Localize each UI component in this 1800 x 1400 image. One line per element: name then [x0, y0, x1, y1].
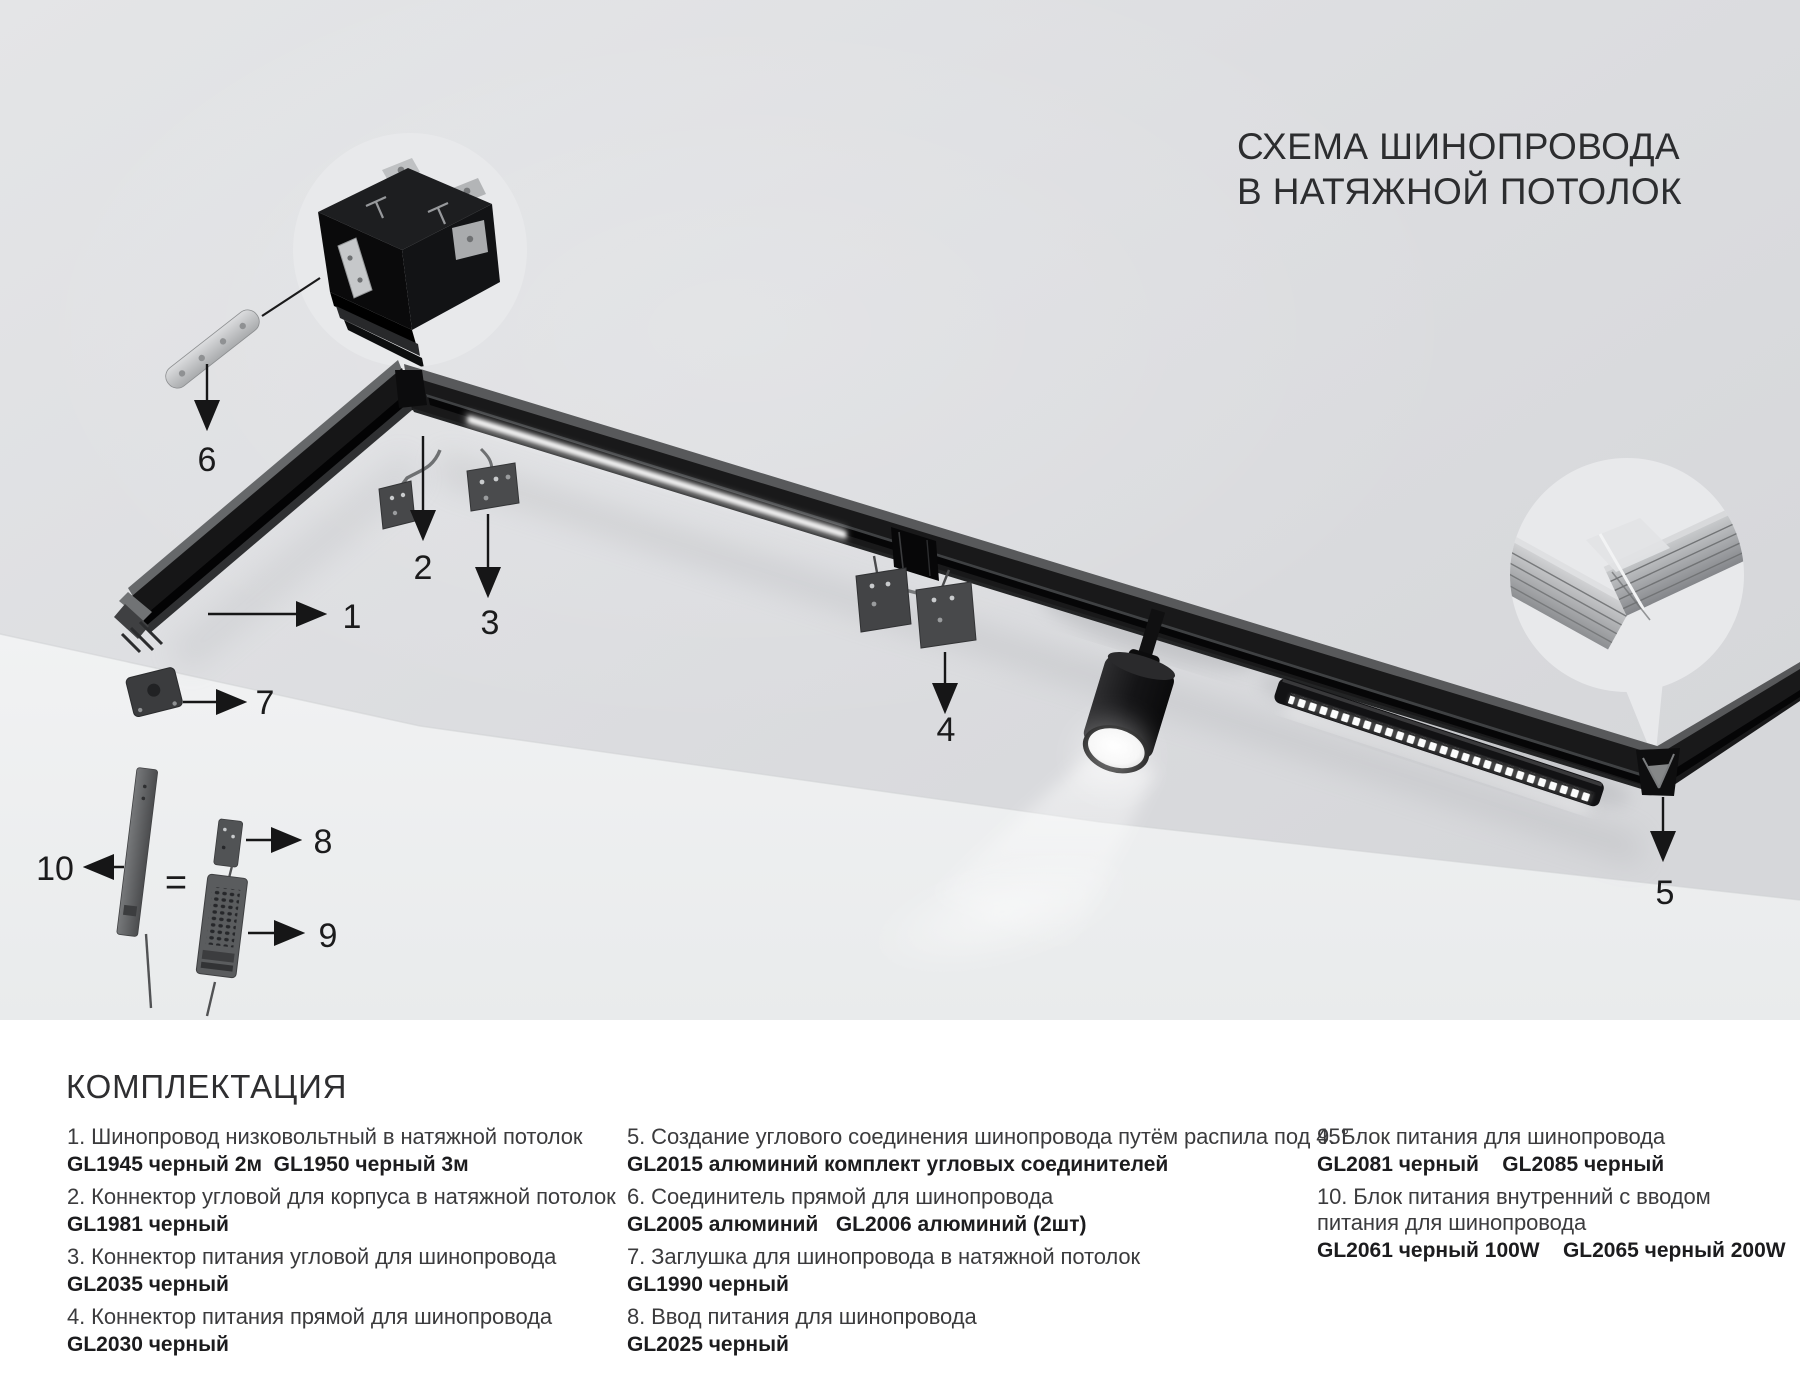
kit-item-name: 9. Блок питания для шинопровода	[1317, 1124, 1666, 1149]
callout-label-7: 7	[255, 684, 275, 722]
callout-label-6: 6	[197, 441, 217, 479]
corner-cap-right	[1636, 748, 1680, 796]
kit-item	[627, 1184, 1327, 1237]
kit-column-2	[627, 1124, 1350, 1364]
kit-item-name: 4. Коннектор питания прямой для шинопровода	[67, 1304, 553, 1329]
kit-item-code: GL1981 черный	[67, 1213, 229, 1236]
kit-item-name: 2. Коннектор угловой для корпуса в натяжной потолок	[67, 1184, 616, 1209]
equals-sign: =	[164, 862, 188, 904]
corner-cap-left	[395, 370, 427, 408]
kit-item-name: 5. Создание углового соединения шинопровода путём распила под 45°	[627, 1124, 1350, 1149]
kit-item	[1317, 1184, 1786, 1263]
kit-item	[1317, 1124, 1717, 1177]
kit-item	[67, 1244, 612, 1297]
kit-item-code: GL2061 черный 100W GL2065 черный 200W	[1317, 1239, 1786, 1262]
kit-item-code: GL2081 черный GL2085 черный	[1317, 1153, 1665, 1176]
kit-item-code: GL2015 алюминий комплект угловых соединителей	[627, 1153, 1169, 1176]
callout-label-9: 9	[318, 917, 338, 955]
callout-label-10: 10	[36, 850, 74, 888]
callout-label-1: 1	[342, 598, 362, 636]
kit-heading: КОМПЛЕКТАЦИЯ	[66, 1068, 348, 1105]
kit-item	[627, 1304, 1327, 1357]
kit-item-code: GL1945 черный 2м GL1950 черный 3м	[67, 1153, 469, 1176]
kit-item-name: 6. Соединитель прямой для шинопровода	[627, 1184, 1054, 1209]
kit-item-code: GL1990 черный	[627, 1273, 789, 1296]
kit-item-name: 3. Коннектор питания угловой для шинопровода	[67, 1244, 557, 1269]
kit-item-code: GL2030 черный	[67, 1333, 229, 1356]
kit-item	[67, 1184, 616, 1237]
kit-item-code: GL2035 черный	[67, 1273, 229, 1296]
callout-label-4: 4	[936, 711, 956, 749]
kit-item-code: GL2025 черный	[627, 1333, 789, 1356]
kit-item-name: 1. Шинопровод низковольтный в натяжной потолок	[67, 1124, 583, 1149]
kit-column-3	[1317, 1124, 1786, 1270]
page-title-line1: СХЕМА ШИНОПРОВОДА	[1237, 126, 1680, 167]
kit-item	[67, 1304, 612, 1357]
kit-item-code: GL2005 алюминий GL2006 алюминий (2шт)	[627, 1213, 1087, 1236]
kit-item	[627, 1124, 1350, 1177]
kit-item	[627, 1244, 1327, 1297]
page-title-line2: В НАТЯЖНОЙ ПОТОЛОК	[1237, 171, 1683, 212]
callout-label-5: 5	[1655, 874, 1675, 912]
kit-item-name: 7. Заглушка для шинопровода в натяжной потолок	[627, 1244, 1141, 1269]
kit-item-name: 8. Ввод питания для шинопровода	[627, 1304, 977, 1329]
callout-label-3: 3	[480, 604, 500, 642]
kit-item	[67, 1124, 612, 1177]
callout-label-8: 8	[313, 823, 333, 861]
kit-item-name: 10. Блок питания внутренний с вводом питания для шинопровода	[1317, 1184, 1711, 1235]
kit-column-1	[67, 1124, 616, 1364]
callout-label-2: 2	[413, 549, 433, 587]
page-title	[1237, 124, 1682, 214]
